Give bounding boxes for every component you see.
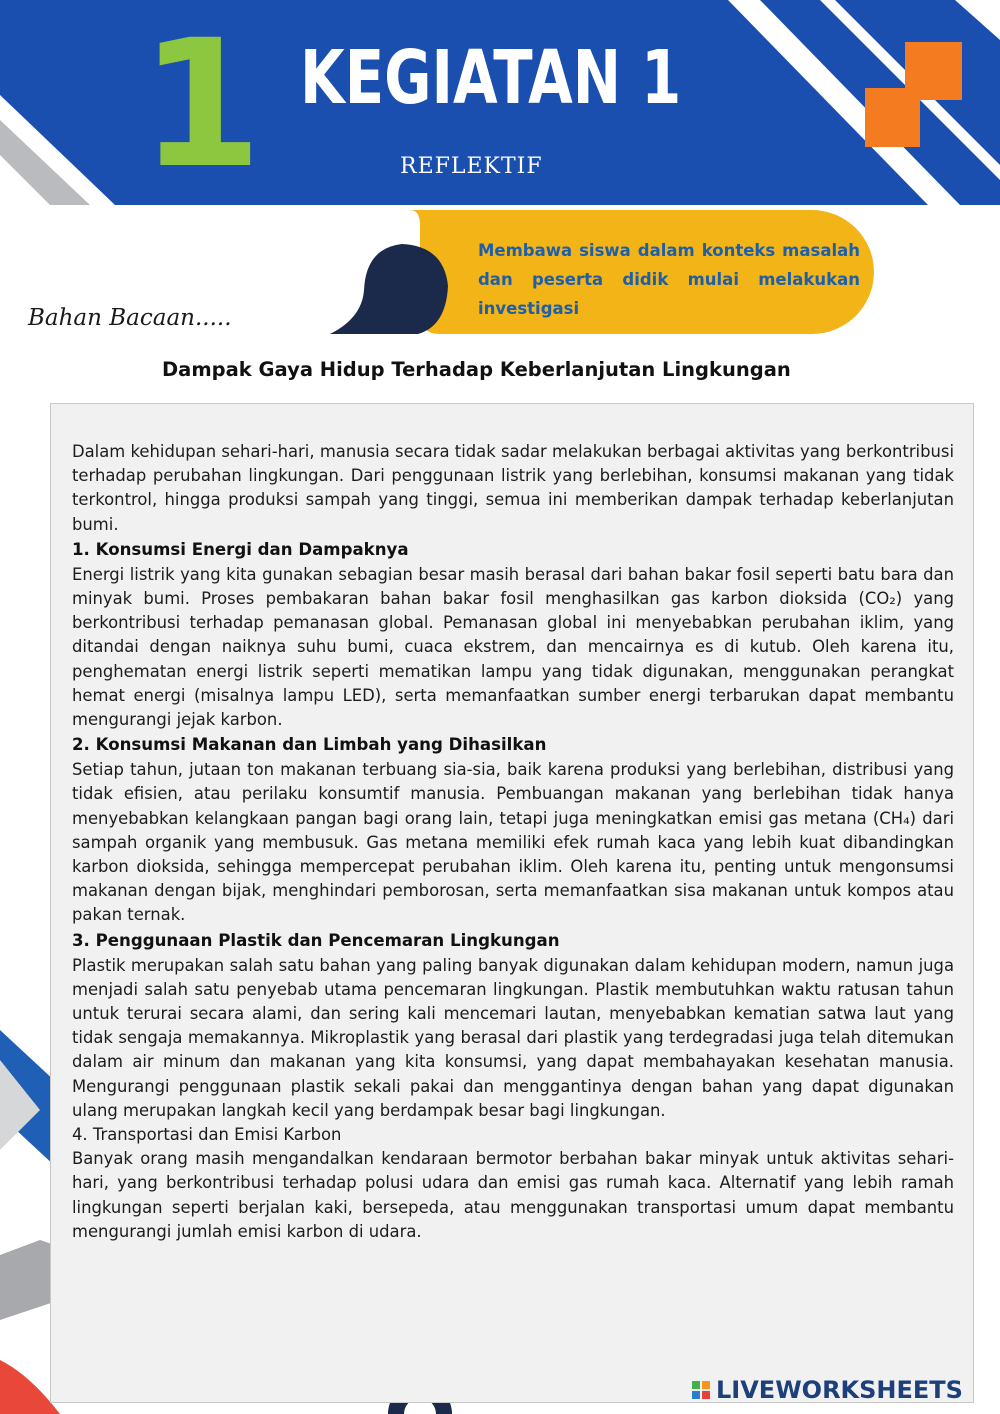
watermark-text: LIVEWORKSHEETS — [716, 1376, 963, 1404]
article-title: Dampak Gaya Hidup Terhadap Keberlanjutan Lingkungan — [162, 358, 791, 381]
intro-paragraph: Dalam kehidupan sehari-hari, manusia secara tidak sadar melakukan berbagai aktivitas yang berkontribusi terhadap perubahan lingkungan. Dari penggunaan listrik yang berlebihan, konsumsi makanan yang tidak terkontrol, hingga produksi sampah yang tinggi, semua ini memberikan dampak terhadap keberlanjutan bumi. — [72, 442, 954, 534]
activity-number: 1 — [139, 2, 259, 207]
page-subtitle: REFLEKTIF — [400, 154, 543, 179]
article-content — [72, 440, 954, 1244]
section-paragraph: Setiap tahun, jutaan ton makanan terbuang sia-sia, baik karena produksi yang berlebihan, distribusi yang tidak efisien, atau perilaku konsumtif manusia. Pembuangan makanan yang berlebihan tidak hanya menyebabkan kelangkaan pangan bagi orang lain, tetapi juga meningkatkan emisi gas metana (CH₄) dari sampah organik yang membusuk. Gas metana memiliki efek rumah kaca yang lebih kuat dibandingkan karbon dioksida, sehingga mempercepat perubahan iklim. Oleh karena itu, penting untuk mengonsumsi makanan dengan bijak, menghindari pemborosan, serta memanfaatkan sisa makanan untuk kompos atau pakan ternak. — [72, 760, 954, 925]
page-title: KEGIATAN 1 — [300, 35, 682, 121]
section-paragraph: Plastik merupakan salah satu bahan yang paling banyak digunakan dalam kehidupan modern, namun juga menjadi salah satu penyebab utama pencemaran lingkungan. Plastik membutuhkan waktu ratusan tahun untuk terurai secara alami, dan sering kali mencemari lautan, menyebabkan kematian satwa laut yang tidak sengaja memakannya. Mikroplastik yang berasal dari plastik yang terdegradasi juga telah ditemukan dalam air minum dan makanan yang kita konsumsi, yang dapat membahayakan kesehatan manusia. Mengurangi penggunaan plastik sekali pakai dan menggantinya dengan bahan yang dapat digunakan ulang merupakan langkah kecil yang berdampak besar bagi lingkungan. — [72, 955, 954, 1120]
callout-text: Membawa siswa dalam konteks masalah dan peserta didik mulai melakukan investigasi — [478, 241, 860, 318]
section-heading: 3. Penggunaan Plastik dan Pencemaran Lingkungan — [72, 930, 560, 950]
section-paragraph: Banyak orang masih mengandalkan kendaraan bermotor berbahan bakar minyak untuk aktivitas sehari-hari, yang berkontribusi terhadap polusi udara dan emisi gas rumah kaca. Alternatif yang lebih ramah lingkungan seperti berjalan kaki, bersepeda, atau menggunakan transportasi umum dapat membantu mengurangi jumlah emisi karbon di udara. — [72, 1149, 954, 1241]
section-heading: 4. Transportasi dan Emisi Karbon — [72, 1125, 342, 1145]
reading-label: Bahan Bacaan..... — [28, 305, 232, 331]
speech-bubble-shape — [330, 244, 448, 334]
section-paragraph: Energi listrik yang kita gunakan sebagian besar masih berasal dari bahan bakar fosil seperti batu bara dan minyak bumi. Proses pembakaran bahan bakar fosil menghasilkan gas karbon dioksida (CO₂) yang berkontribusi terhadap pemanasan global. Pemanasan global ini menyebabkan perubahan iklim, yang ditandai dengan naiknya suhu bumi, cuaca ekstrem, dan mencairnya es di kutub. Oleh karena itu, penghematan energi listrik seperti mematikan lampu yang tidak digunakan, menggunakan perangkat hemat energi (misalnya lampu LED), serta memanfaatkan sumber energi terbarukan dapat membantu mengurangi jejak karbon. — [72, 564, 954, 730]
section-heading: 2. Konsumsi Makanan dan Limbah yang Dihasilkan — [72, 735, 547, 755]
liveworksheets-logo-icon — [692, 1381, 710, 1399]
liveworksheets-watermark[interactable] — [692, 1373, 992, 1407]
section-heading: 1. Konsumsi Energi dan Dampaknya — [72, 539, 409, 559]
